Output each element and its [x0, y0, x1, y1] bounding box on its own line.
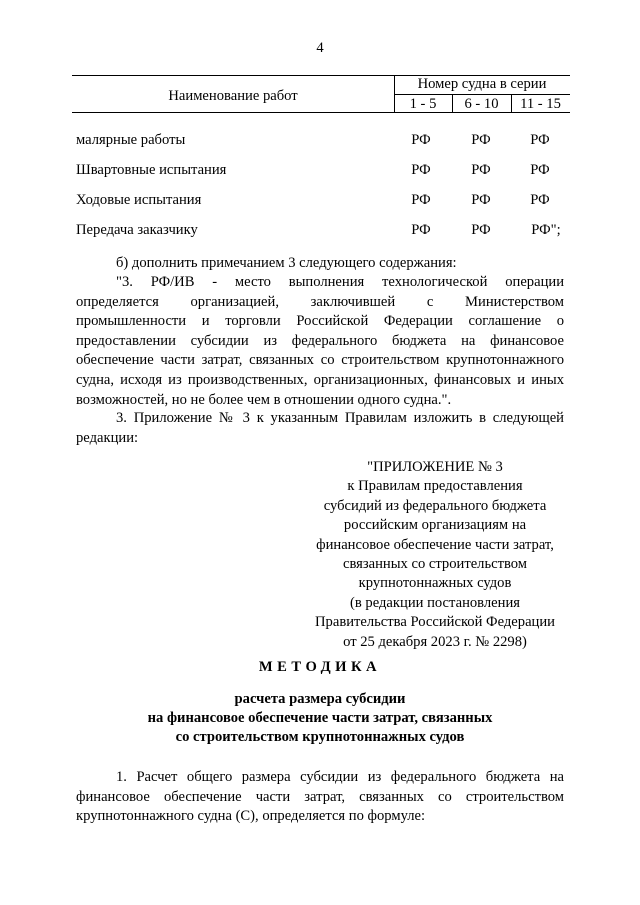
appendix-heading	[300, 458, 570, 652]
column-header-works: Наименование работ	[168, 88, 298, 104]
subtitle-line: на финансовое обеспечение части затрат, связанных	[147, 710, 493, 726]
table-cell: РФ	[411, 132, 431, 148]
appendix-line: связанных со строительством	[342, 556, 528, 573]
paragraph-note-3: "3. РФ/ИВ - место выполнения технологической операции определяется организацией, заключившей с Министерством промышленности и торговли Российской Федерации соглашение о предоставлении субсидии из федерального бюджета на финансовое обеспечение части затрат, связанных со строительством крупнотоннажного судна, исходя из производственных, организационных, финансовых и иных возможностей, но не более чем в отношении одного судна.".	[76, 274, 564, 408]
work-name: Передача заказчику	[76, 222, 198, 238]
column-header-range: 1 - 5	[409, 96, 437, 112]
column-header-ship-number: Номер судна в серии	[417, 76, 547, 92]
table-cell: РФ	[411, 162, 431, 178]
column-header-range: 6 - 10	[464, 96, 499, 112]
paragraph-b: б) дополнить примечанием 3 следующего содержания:	[116, 255, 457, 271]
table-cell: РФ	[471, 162, 491, 178]
methodology-subtitle	[0, 690, 640, 747]
paragraph-3: 3. Приложение № 3 к указанным Правилам изложить в следующей редакции:	[76, 410, 564, 446]
subtitle-line: расчета размера субсидии	[234, 691, 406, 707]
table-cell: РФ	[530, 132, 550, 148]
appendix-line: российским организациям на	[343, 517, 527, 534]
appendix-line: финансовое обеспечение части затрат,	[316, 536, 554, 553]
appendix-line: "ПРИЛОЖЕНИЕ № 3	[367, 459, 503, 475]
work-name: Ходовые испытания	[76, 192, 202, 208]
table-cell: РФ	[471, 222, 491, 238]
column-header-range: 11 - 15	[520, 96, 561, 112]
appendix-line: крупнотоннажных судов	[358, 575, 512, 592]
table-cell: РФ	[411, 222, 431, 238]
table-cell: РФ";	[531, 222, 561, 238]
appendix-line: от 25 декабря 2023 г. № 2298)	[343, 633, 527, 650]
subtitle-line: со строительством крупнотоннажных судов	[175, 729, 465, 745]
table-group-rule	[394, 94, 570, 95]
table-cell: РФ	[530, 192, 550, 208]
methodology-title: МЕТОДИКА	[258, 659, 382, 675]
appendix-line: к Правилам предоставления	[347, 478, 523, 495]
page-number: 4	[316, 40, 324, 56]
table-cell: РФ	[411, 192, 431, 208]
appendix-line: субсидий из федерального бюджета	[323, 497, 547, 514]
work-name: малярные работы	[76, 132, 186, 148]
appendix-line: (в редакции постановления	[350, 594, 520, 611]
appendix-line: Правительства Российской Федерации	[315, 614, 555, 631]
work-name: Швартовные испытания	[76, 162, 227, 178]
paragraph-formula-intro: 1. Расчет общего размера субсидии из федерального бюджета на финансовое обеспечение части затрат, связанных со строительством крупнотоннажного судна (С), определяется по формуле:	[76, 769, 564, 825]
table-cell: РФ	[471, 132, 491, 148]
table-cell: РФ	[530, 162, 550, 178]
table-cell: РФ	[471, 192, 491, 208]
